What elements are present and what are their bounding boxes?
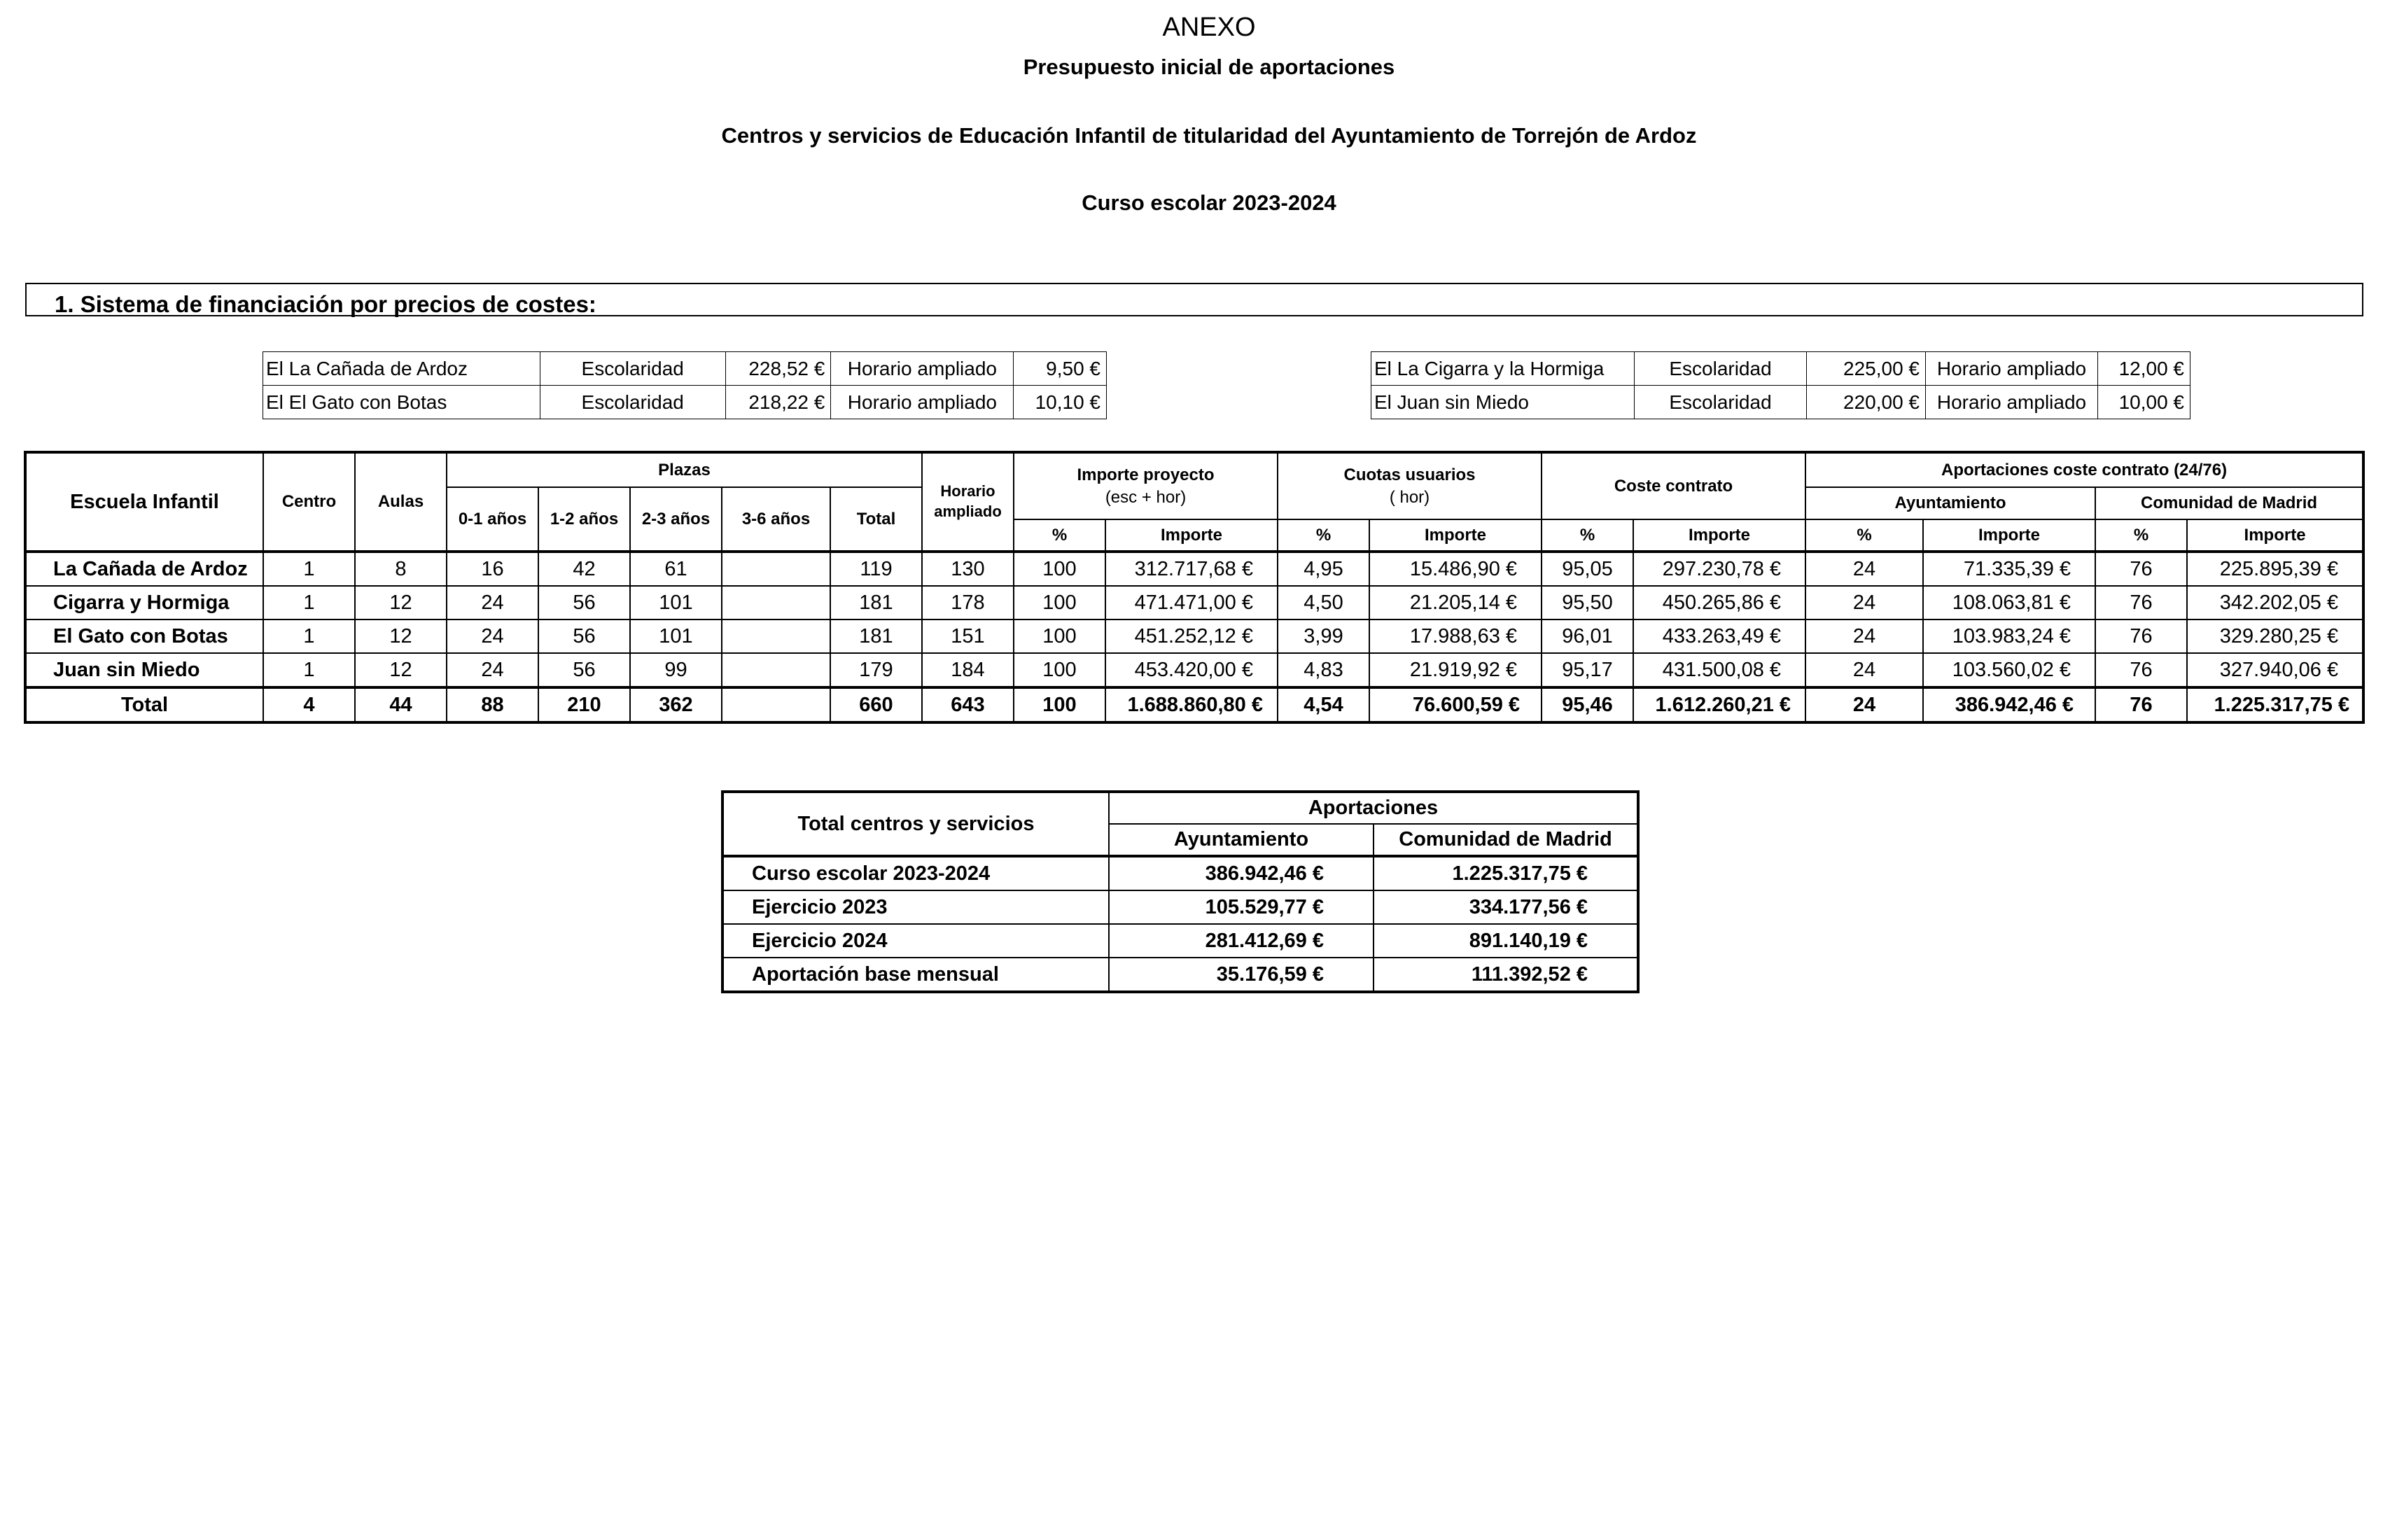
cell-p12: 210 (538, 687, 630, 722)
school-name: El Gato con Botas (25, 620, 263, 653)
col-group-comunidad: Comunidad de Madrid (2095, 487, 2363, 519)
extended-hours-price: 10,10 € (1014, 386, 1107, 419)
cell-p12: 56 (538, 586, 630, 620)
col-ip-pct: % (1014, 519, 1105, 552)
cell-total: 181 (830, 620, 922, 653)
cell-ip-importe: 471.471,00 € (1105, 586, 1278, 620)
price-table-left (263, 351, 1107, 419)
col-ay-importe: Importe (1923, 519, 2095, 552)
cell-cc-importe: 433.263,49 € (1633, 620, 1805, 653)
price-row (263, 386, 1107, 419)
extended-hours-label: Horario ampliado (831, 386, 1014, 419)
cell-horario: 184 (922, 653, 1014, 687)
summary-row-label: Ejercicio 2023 (722, 890, 1109, 924)
cell-p01: 16 (447, 552, 538, 586)
cell-ay-pct: 24 (1805, 586, 1923, 620)
cell-cu-importe: 21.919,92 € (1369, 653, 1542, 687)
summary-row-comunidad: 111.392,52 € (1374, 958, 1638, 992)
col-plazas-0-1: 0-1 años (447, 487, 538, 552)
cell-aulas: 8 (355, 552, 447, 586)
cell-cc-pct: 95,17 (1542, 653, 1633, 687)
importe-proyecto-label: Importe proyecto (1077, 465, 1215, 485)
cell-p36 (722, 653, 830, 687)
summary-row-label: Ejercicio 2024 (722, 924, 1109, 958)
school-name: La Cañada de Ardoz (25, 552, 263, 586)
cell-cc-importe: 297.230,78 € (1633, 552, 1805, 586)
cell-cc-importe: 450.265,86 € (1633, 586, 1805, 620)
cell-cu-pct: 3,99 (1278, 620, 1369, 653)
cell-ip-pct: 100 (1014, 653, 1105, 687)
cell-aulas: 44 (355, 687, 447, 722)
school-name: Juan sin Miedo (25, 653, 263, 687)
cell-ip-pct: 100 (1014, 620, 1105, 653)
col-ay-pct: % (1805, 519, 1923, 552)
centre-name: El La Cañada de Ardoz (263, 352, 540, 386)
col-escuela-infantil: Escuela Infantil (25, 452, 263, 552)
col-cc-importe: Importe (1633, 519, 1805, 552)
summary-row-comunidad: 891.140,19 € (1374, 924, 1638, 958)
col-plazas-total: Total (830, 487, 922, 552)
price-row (1371, 386, 2190, 419)
col-group-plazas: Plazas (447, 452, 922, 487)
summary-header-label: Total centros y servicios (722, 792, 1109, 856)
cell-ay-importe: 103.560,02 € (1923, 653, 2095, 687)
summary-table (721, 790, 1640, 993)
price-table-right (1371, 351, 2190, 419)
cell-horario: 151 (922, 620, 1014, 653)
cell-ay-pct: 24 (1805, 552, 1923, 586)
summary-row-ayuntamiento: 281.412,69 € (1109, 924, 1374, 958)
cell-p36 (722, 620, 830, 653)
cell-ay-pct: 24 (1805, 687, 1923, 722)
centre-name: El El Gato con Botas (263, 386, 540, 419)
price-value: 220,00 € (1807, 386, 1926, 419)
cell-p36 (722, 586, 830, 620)
cell-p12: 56 (538, 620, 630, 653)
cell-ay-pct: 24 (1805, 620, 1923, 653)
cell-horario: 178 (922, 586, 1014, 620)
cell-p36 (722, 687, 830, 722)
cell-p01: 24 (447, 620, 538, 653)
summary-row (722, 856, 1638, 890)
cell-p23: 61 (630, 552, 722, 586)
cell-horario: 643 (922, 687, 1014, 722)
document-subtitle: Centros y servicios de Educación Infantil de titularidad del Ayuntamiento de Torrejón de Ardoz (721, 123, 1697, 148)
col-plazas-1-2: 1-2 años (538, 487, 630, 552)
cell-cc-pct: 95,46 (1542, 687, 1633, 722)
financing-table (24, 451, 2365, 724)
price-value: 218,22 € (725, 386, 831, 419)
cell-cm-pct: 76 (2095, 620, 2187, 653)
cell-cm-importe: 327.940,06 € (2187, 653, 2363, 687)
cell-cm-pct: 76 (2095, 687, 2187, 722)
extended-hours-price: 12,00 € (2098, 352, 2190, 386)
summary-row-ayuntamiento: 35.176,59 € (1109, 958, 1374, 992)
summary-row-label: Aportación base mensual (722, 958, 1109, 992)
cuotas-usuarios-sublabel: ( hor) (1389, 487, 1430, 507)
extended-hours-label: Horario ampliado (1926, 352, 2098, 386)
total-label: Total (25, 687, 263, 722)
document-title: Presupuesto inicial de aportaciones (1023, 55, 1395, 79)
table-row (25, 552, 2363, 586)
cell-ip-pct: 100 (1014, 586, 1105, 620)
summary-row-comunidad: 334.177,56 € (1374, 890, 1638, 924)
col-group-cuotas-usuarios (1278, 452, 1542, 519)
cell-p23: 101 (630, 620, 722, 653)
cell-cm-importe: 1.225.317,75 € (2187, 687, 2363, 722)
cell-cu-pct: 4,83 (1278, 653, 1369, 687)
cell-cm-pct: 76 (2095, 552, 2187, 586)
summary-row (722, 890, 1638, 924)
price-row (1371, 352, 2190, 386)
cell-centro: 1 (263, 620, 355, 653)
cell-cu-pct: 4,50 (1278, 586, 1369, 620)
cell-cm-importe: 225.895,39 € (2187, 552, 2363, 586)
summary-row (722, 924, 1638, 958)
cell-ay-pct: 24 (1805, 653, 1923, 687)
col-cm-pct: % (2095, 519, 2187, 552)
cell-centro: 1 (263, 552, 355, 586)
col-group-ayuntamiento: Ayuntamiento (1805, 487, 2095, 519)
cell-aulas: 12 (355, 620, 447, 653)
extended-hours-price: 10,00 € (2098, 386, 2190, 419)
col-plazas-2-3: 2-3 años (630, 487, 722, 552)
col-plazas-3-6: 3-6 años (722, 487, 830, 552)
price-value: 225,00 € (1807, 352, 1926, 386)
col-group-aportaciones: Aportaciones coste contrato (24/76) (1805, 452, 2363, 487)
cell-ip-importe: 453.420,00 € (1105, 653, 1278, 687)
extended-hours-price: 9,50 € (1014, 352, 1107, 386)
cell-cu-pct: 4,54 (1278, 687, 1369, 722)
cell-cu-pct: 4,95 (1278, 552, 1369, 586)
col-cm-importe: Importe (2187, 519, 2363, 552)
cell-ip-pct: 100 (1014, 687, 1105, 722)
col-cu-pct: % (1278, 519, 1369, 552)
cell-ay-importe: 108.063,81 € (1923, 586, 2095, 620)
cell-total: 179 (830, 653, 922, 687)
cell-cm-importe: 329.280,25 € (2187, 620, 2363, 653)
summary-col-comunidad: Comunidad de Madrid (1374, 824, 1638, 856)
cell-ay-importe: 386.942,46 € (1923, 687, 2095, 722)
cell-horario: 130 (922, 552, 1014, 586)
price-value: 228,52 € (725, 352, 831, 386)
cell-ip-importe: 1.688.860,80 € (1105, 687, 1278, 722)
col-ip-importe: Importe (1105, 519, 1278, 552)
cell-ip-importe: 451.252,12 € (1105, 620, 1278, 653)
col-cc-pct: % (1542, 519, 1633, 552)
price-type: Escolaridad (1635, 386, 1807, 419)
col-group-importe-proyecto (1014, 452, 1278, 519)
cell-aulas: 12 (355, 586, 447, 620)
summary-header-group: Aportaciones (1109, 792, 1638, 824)
summary-row (722, 958, 1638, 992)
col-group-coste-contrato: Coste contrato (1542, 452, 1805, 519)
cell-cc-importe: 1.612.260,21 € (1633, 687, 1805, 722)
cell-centro: 4 (263, 687, 355, 722)
cell-total: 660 (830, 687, 922, 722)
cell-p23: 101 (630, 586, 722, 620)
price-type: Escolaridad (1635, 352, 1807, 386)
summary-row-label: Curso escolar 2023-2024 (722, 856, 1109, 890)
cell-cu-importe: 15.486,90 € (1369, 552, 1542, 586)
cell-total: 181 (830, 586, 922, 620)
cell-cc-pct: 95,05 (1542, 552, 1633, 586)
anexo-heading: ANEXO (1162, 13, 1256, 42)
cell-aulas: 12 (355, 653, 447, 687)
summary-row-ayuntamiento: 386.942,46 € (1109, 856, 1374, 890)
table-row (25, 620, 2363, 653)
extended-hours-label: Horario ampliado (831, 352, 1014, 386)
col-cu-importe: Importe (1369, 519, 1542, 552)
cell-ay-importe: 71.335,39 € (1923, 552, 2095, 586)
col-centro: Centro (263, 452, 355, 552)
cell-cc-importe: 431.500,08 € (1633, 653, 1805, 687)
cell-cu-importe: 17.988,63 € (1369, 620, 1542, 653)
cell-p36 (722, 552, 830, 586)
cell-ip-importe: 312.717,68 € (1105, 552, 1278, 586)
cell-cc-pct: 95,50 (1542, 586, 1633, 620)
school-name: Cigarra y Hormiga (25, 586, 263, 620)
cell-cu-importe: 21.205,14 € (1369, 586, 1542, 620)
cell-centro: 1 (263, 653, 355, 687)
cell-centro: 1 (263, 586, 355, 620)
cell-cm-pct: 76 (2095, 653, 2187, 687)
cell-p01: 88 (447, 687, 538, 722)
cell-p12: 56 (538, 653, 630, 687)
cell-p01: 24 (447, 653, 538, 687)
cell-cc-pct: 96,01 (1542, 620, 1633, 653)
price-row (263, 352, 1107, 386)
cell-ip-pct: 100 (1014, 552, 1105, 586)
cell-cm-pct: 76 (2095, 586, 2187, 620)
cell-cm-importe: 342.202,05 € (2187, 586, 2363, 620)
col-horario-ampliado: Horario ampliado (922, 452, 1014, 552)
cell-ay-importe: 103.983,24 € (1923, 620, 2095, 653)
col-aulas: Aulas (355, 452, 447, 552)
importe-proyecto-sublabel: (esc + hor) (1105, 487, 1187, 507)
price-type: Escolaridad (540, 352, 725, 386)
course-heading: Curso escolar 2023-2024 (1082, 190, 1336, 215)
cell-p23: 362 (630, 687, 722, 722)
cell-p01: 24 (447, 586, 538, 620)
extended-hours-label: Horario ampliado (1926, 386, 2098, 419)
centre-name: El La Cigarra y la Hormiga (1371, 352, 1635, 386)
summary-row-ayuntamiento: 105.529,77 € (1109, 890, 1374, 924)
cuotas-usuarios-label: Cuotas usuarios (1343, 465, 1476, 485)
cell-cu-importe: 76.600,59 € (1369, 687, 1542, 722)
table-row (25, 653, 2363, 687)
summary-row-comunidad: 1.225.317,75 € (1374, 856, 1638, 890)
cell-p12: 42 (538, 552, 630, 586)
table-total-row (25, 687, 2363, 722)
summary-col-ayuntamiento: Ayuntamiento (1109, 824, 1374, 856)
price-type: Escolaridad (540, 386, 725, 419)
cell-p23: 99 (630, 653, 722, 687)
section-1-title: 1. Sistema de financiación por precios de costes: (25, 283, 2363, 316)
centre-name: El Juan sin Miedo (1371, 386, 1635, 419)
table-row (25, 586, 2363, 620)
cell-total: 119 (830, 552, 922, 586)
